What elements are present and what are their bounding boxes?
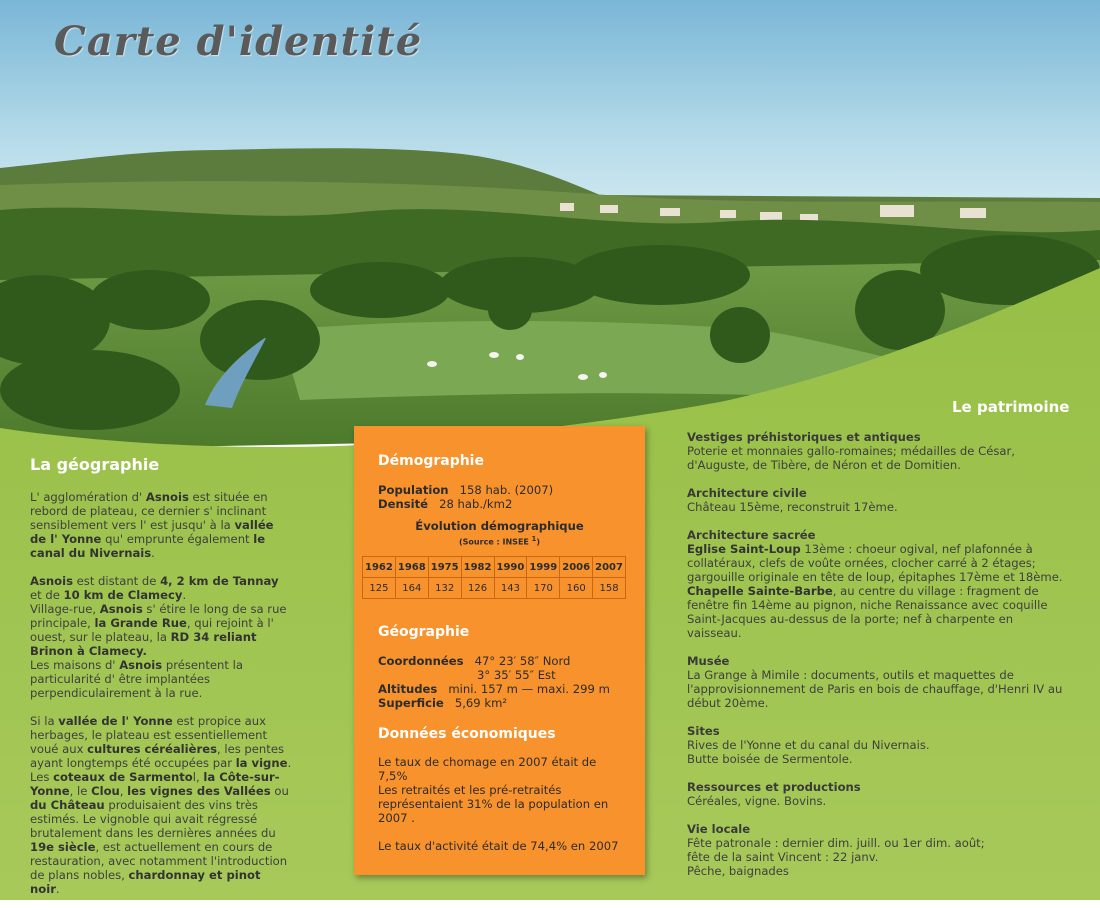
year-cell: 1990 <box>494 557 527 578</box>
population-line: Population 158 hab. (2007) <box>378 483 554 497</box>
heritage-section <box>687 430 1067 892</box>
economy-heading: Données économiques <box>378 726 556 742</box>
heritage-prehistoric: Vestiges préhistoriques et antiques Poterie et monnaies gallo-romaines; médailles de César, d'Auguste, de Tibère, de Néron et de Domitien. <box>687 430 1015 472</box>
geography-section <box>30 455 292 910</box>
table-row-values <box>363 578 626 599</box>
year-cell: 1962 <box>363 557 396 578</box>
year-cell: 1975 <box>428 557 461 578</box>
population-table <box>362 556 626 599</box>
page-title: Carte d'identité <box>54 18 423 65</box>
evolution-source: (Source : INSEE $^1$) <box>459 535 540 547</box>
year-cell: 1982 <box>461 557 494 578</box>
value-cell: 158 <box>593 578 626 599</box>
geography-card-heading: Géographie <box>378 624 470 640</box>
value-cell: 160 <box>560 578 593 599</box>
year-cell: 2006 <box>560 557 593 578</box>
value-cell: 143 <box>494 578 527 599</box>
area-line: Superficie 5,69 km² <box>378 696 508 710</box>
economy-text-2: Les retraités et les pré-retraités représentaient 31% de la population en 2007 . <box>378 783 609 825</box>
heritage-heading: Le patrimoine <box>952 398 1070 416</box>
economy-text-3: Le taux d'activité était de 74,4% en 2007 <box>378 839 619 853</box>
heritage-sacred-architecture: Architecture sacrée Eglise Saint-Loup 13ème : choeur ogival, nef plafonnée à collatéraux, clefs de voûte ornées, clocher carré à 2 étages; gargouille originale en tête de loup, épitaphes 17ème et 18ème. Chapelle Sainte-Barbe, au centre du village : fragment de fenêtre fin 14ème au pignon, niche Renaissance avec coquille Saint-Jacques au-dessus de la porte; nef à charpente en vaisseau. <box>687 528 1063 640</box>
value-cell: 164 <box>395 578 428 599</box>
value-cell: 170 <box>527 578 560 599</box>
heritage-museum: Musée La Grange à Mimile : documents, outils et maquettes de l'approvisionnement de Paris en bois de chauffage, d'Henri IV au début 20ème. <box>687 654 1063 710</box>
value-cell: 126 <box>461 578 494 599</box>
heritage-resources: Ressources et productions Céréales, vigne. Bovins. <box>687 780 861 808</box>
heritage-civil-architecture: Architecture civile Château 15ème, reconstruit 17ème. <box>687 486 898 514</box>
table-row-years <box>363 557 626 578</box>
evolution-title: Évolution démographique <box>415 519 584 533</box>
geography-paragraph-1: L' agglomération d' Asnois est située en rebord de plateau, ce dernier s' inclinant sensiblement vers l' est jusqu' à la vallée de l' Yonne qu' emprunte également le canal du Nivernais. <box>30 490 274 560</box>
value-cell: 132 <box>428 578 461 599</box>
coordinates-line: Coordonnées 47° 23′ 58″ Nord <box>378 654 571 668</box>
demography-heading: Démographie <box>378 453 484 469</box>
facts-card <box>354 426 645 875</box>
coordinates-east: 3° 35′ 55″ Est <box>477 668 556 682</box>
geography-heading: La géographie <box>30 455 160 474</box>
economy-text-1: Le taux de chomage en 2007 était de 7,5% <box>378 755 597 783</box>
altitudes-line: Altitudes mini. 157 m — maxi. 299 m <box>378 682 610 696</box>
density-line: Densité 28 hab./km2 <box>378 497 513 511</box>
year-cell: 1999 <box>527 557 560 578</box>
year-cell: 2007 <box>593 557 626 578</box>
heritage-sites: Sites Rives de l'Yonne et du canal du Nivernais. Butte boisée de Sermentole. <box>687 724 930 766</box>
year-cell: 1968 <box>395 557 428 578</box>
value-cell: 125 <box>363 578 396 599</box>
geography-paragraph-3: Si la vallée de l' Yonne est propice aux herbages, le plateau est essentiellement voué aux cultures céréalières, les pentes ayant longtemps été occupées par la vigne. Les coteaux de Sarmentol, la Côte-sur-Yonne, le Clou, les vignes des Vallées ou du Château produisaient des vins très estimés. Le vignoble qui avait régressé brutalement dans les dernières années du 19e siècle, est actuellement en cours de restauration, avec notamment l'introduction de plans nobles, chardonnay et pinot noir. <box>30 714 292 896</box>
geography-paragraph-2: Asnois est distant de 4, 2 km de Tannay et de 10 km de Clamecy. Village-rue, Asnois s' étire le long de sa rue principale, la Grande Rue, qui rejoint à l' ouest, sur le plateau, la RD 34 reliant Brinon à Clamecy. Les maisons d' Asnois présentent la particularité d' être implantées perpendiculairement à la rue. <box>30 574 287 700</box>
heritage-local-life: Vie locale Fête patronale : dernier dim. juill. ou 1er dim. août; fête de la saint Vincent : 22 janv. Pêche, baignades <box>687 822 985 878</box>
